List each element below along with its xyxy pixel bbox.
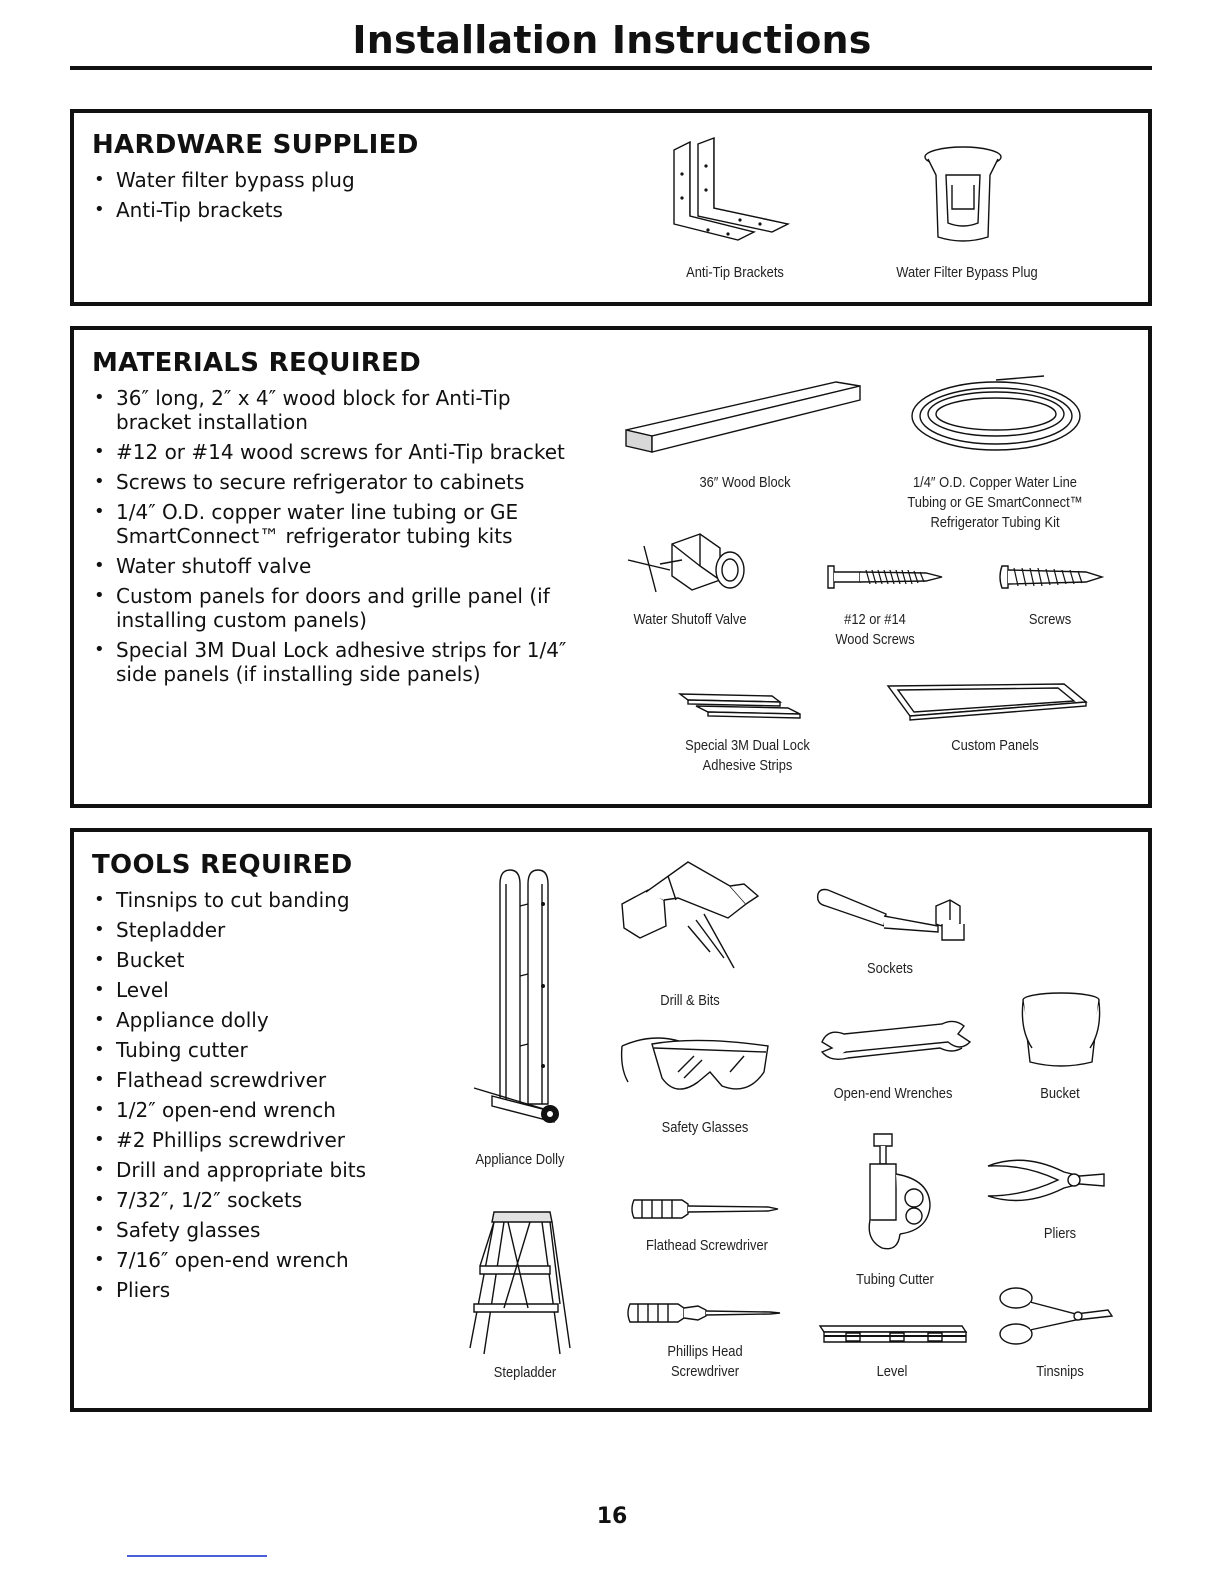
footer-link-underline[interactable]: [127, 1555, 267, 1557]
list-item: • Tinsnips to cut banding: [92, 888, 452, 912]
list-item: • 7/32″, 1/2″ sockets: [92, 1188, 452, 1212]
list-item: • Stepladder: [92, 918, 452, 942]
list-item: • 1/4″ O.D. copper water line tubing or GE SmartConnect™ refrigerator tubing kits: [92, 500, 580, 548]
open-end-wrenches-illustration: [818, 1018, 974, 1072]
tubing-cutter-illustration: [856, 1130, 938, 1254]
tubing-cutter-caption: Tubing Cutter: [856, 1271, 934, 1288]
list-item: • Drill and appropriate bits: [92, 1158, 452, 1182]
safety-glasses-illustration: [618, 1026, 774, 1102]
list-item: • Bucket: [92, 948, 452, 972]
copper-line-caption-1: 1/4″ O.D. Copper Water Line: [913, 474, 1077, 491]
list-item: • Custom panels for doors and grille panel (if installing custom panels): [92, 584, 580, 632]
bucket-caption: Bucket: [1040, 1085, 1080, 1102]
flathead-screwdriver-illustration: [628, 1194, 782, 1224]
wrenches-caption: Open-end Wrenches: [833, 1085, 953, 1102]
dual-lock-strips-illustration: [676, 690, 808, 720]
page-title: Installation Instructions: [352, 18, 872, 62]
screws-caption: Screws: [1028, 611, 1072, 628]
wood-screw-illustration: [826, 564, 944, 590]
list-item: • 36″ long, 2″ x 4″ wood block for Anti-Tip bracket installation: [92, 386, 580, 434]
custom-panels-illustration: [884, 682, 1088, 722]
bucket-illustration: [1018, 990, 1104, 1070]
bypass-plug-caption: Water Filter Bypass Plug: [896, 264, 1038, 281]
list-item: • Pliers: [92, 1278, 452, 1302]
list-item: • Flathead screwdriver: [92, 1068, 452, 1092]
dual-lock-caption-1: Special 3M Dual Lock: [685, 737, 810, 754]
flathead-caption: Flathead Screwdriver: [646, 1237, 768, 1254]
phillips-screwdriver-illustration: [624, 1298, 784, 1328]
sockets-caption: Sockets: [867, 960, 913, 977]
pliers-caption: Pliers: [1043, 1225, 1077, 1242]
list-item: • Water filter bypass plug: [92, 168, 512, 192]
list-item: • 1/2″ open-end wrench: [92, 1098, 452, 1122]
dual-lock-caption-2: Adhesive Strips: [702, 757, 793, 774]
list-item: • Appliance dolly: [92, 1008, 452, 1032]
anti-tip-brackets-illustration: [668, 138, 796, 246]
cabinet-screw-illustration: [996, 560, 1104, 594]
custom-panels-caption: Custom Panels: [951, 737, 1039, 754]
list-item: • Anti-Tip brackets: [92, 198, 512, 222]
wood-block-caption: 36″ Wood Block: [699, 474, 791, 491]
list-item: • #2 Phillips screwdriver: [92, 1128, 452, 1152]
hardware-heading: HARDWARE SUPPLIED: [92, 130, 419, 160]
wood-screws-caption-2: Wood Screws: [835, 631, 915, 648]
materials-heading: MATERIALS REQUIRED: [92, 348, 422, 378]
wood-block-illustration: [622, 380, 862, 456]
copper-tubing-illustration: [904, 374, 1086, 458]
list-item: • #12 or #14 wood screws for Anti-Tip bracket: [92, 440, 580, 464]
safety-glasses-caption: Safety Glasses: [661, 1119, 749, 1136]
list-item: • Safety glasses: [92, 1218, 452, 1242]
tools-heading: TOOLS REQUIRED: [92, 850, 353, 880]
list-item: • Screws to secure refrigerator to cabinets: [92, 470, 580, 494]
tools-list: [92, 888, 452, 1302]
copper-line-caption-2: Tubing or GE SmartConnect™: [907, 494, 1083, 511]
stepladder-illustration: [464, 1208, 574, 1358]
anti-tip-caption: Anti-Tip Brackets: [686, 264, 784, 281]
list-item: • 7/16″ open-end wrench: [92, 1248, 452, 1272]
stepladder-caption: Stepladder: [493, 1364, 557, 1381]
level-caption: Level: [876, 1363, 908, 1380]
list-item: • Level: [92, 978, 452, 1002]
sockets-illustration: [814, 884, 970, 942]
drill-caption: Drill & Bits: [660, 992, 720, 1009]
appliance-dolly-illustration: [470, 866, 568, 1142]
bypass-plug-illustration: [918, 145, 1008, 245]
pliers-illustration: [984, 1150, 1108, 1210]
list-item: • Water shutoff valve: [92, 554, 580, 578]
shutoff-valve-caption: Water Shutoff Valve: [633, 611, 747, 628]
level-illustration: [816, 1318, 970, 1346]
dolly-caption: Appliance Dolly: [475, 1151, 565, 1168]
hardware-list: [92, 168, 512, 222]
copper-line-caption-3: Refrigerator Tubing Kit: [930, 514, 1060, 531]
title-rule: [70, 66, 1152, 70]
tinsnips-illustration: [996, 1284, 1114, 1348]
tinsnips-caption: Tinsnips: [1036, 1363, 1084, 1380]
list-item: • Special 3M Dual Lock adhesive strips for 1/4″ side panels (if installing side panels): [92, 638, 580, 686]
shutoff-valve-illustration: [622, 520, 750, 598]
wood-screws-caption-1: #12 or #14: [844, 611, 906, 628]
list-item: • Tubing cutter: [92, 1038, 452, 1062]
phillips-caption-2: Screwdriver: [670, 1363, 740, 1380]
page-number: 16: [596, 1504, 628, 1529]
materials-list: [92, 386, 580, 686]
drill-illustration: [618, 856, 768, 976]
phillips-caption-1: Phillips Head: [667, 1343, 743, 1360]
